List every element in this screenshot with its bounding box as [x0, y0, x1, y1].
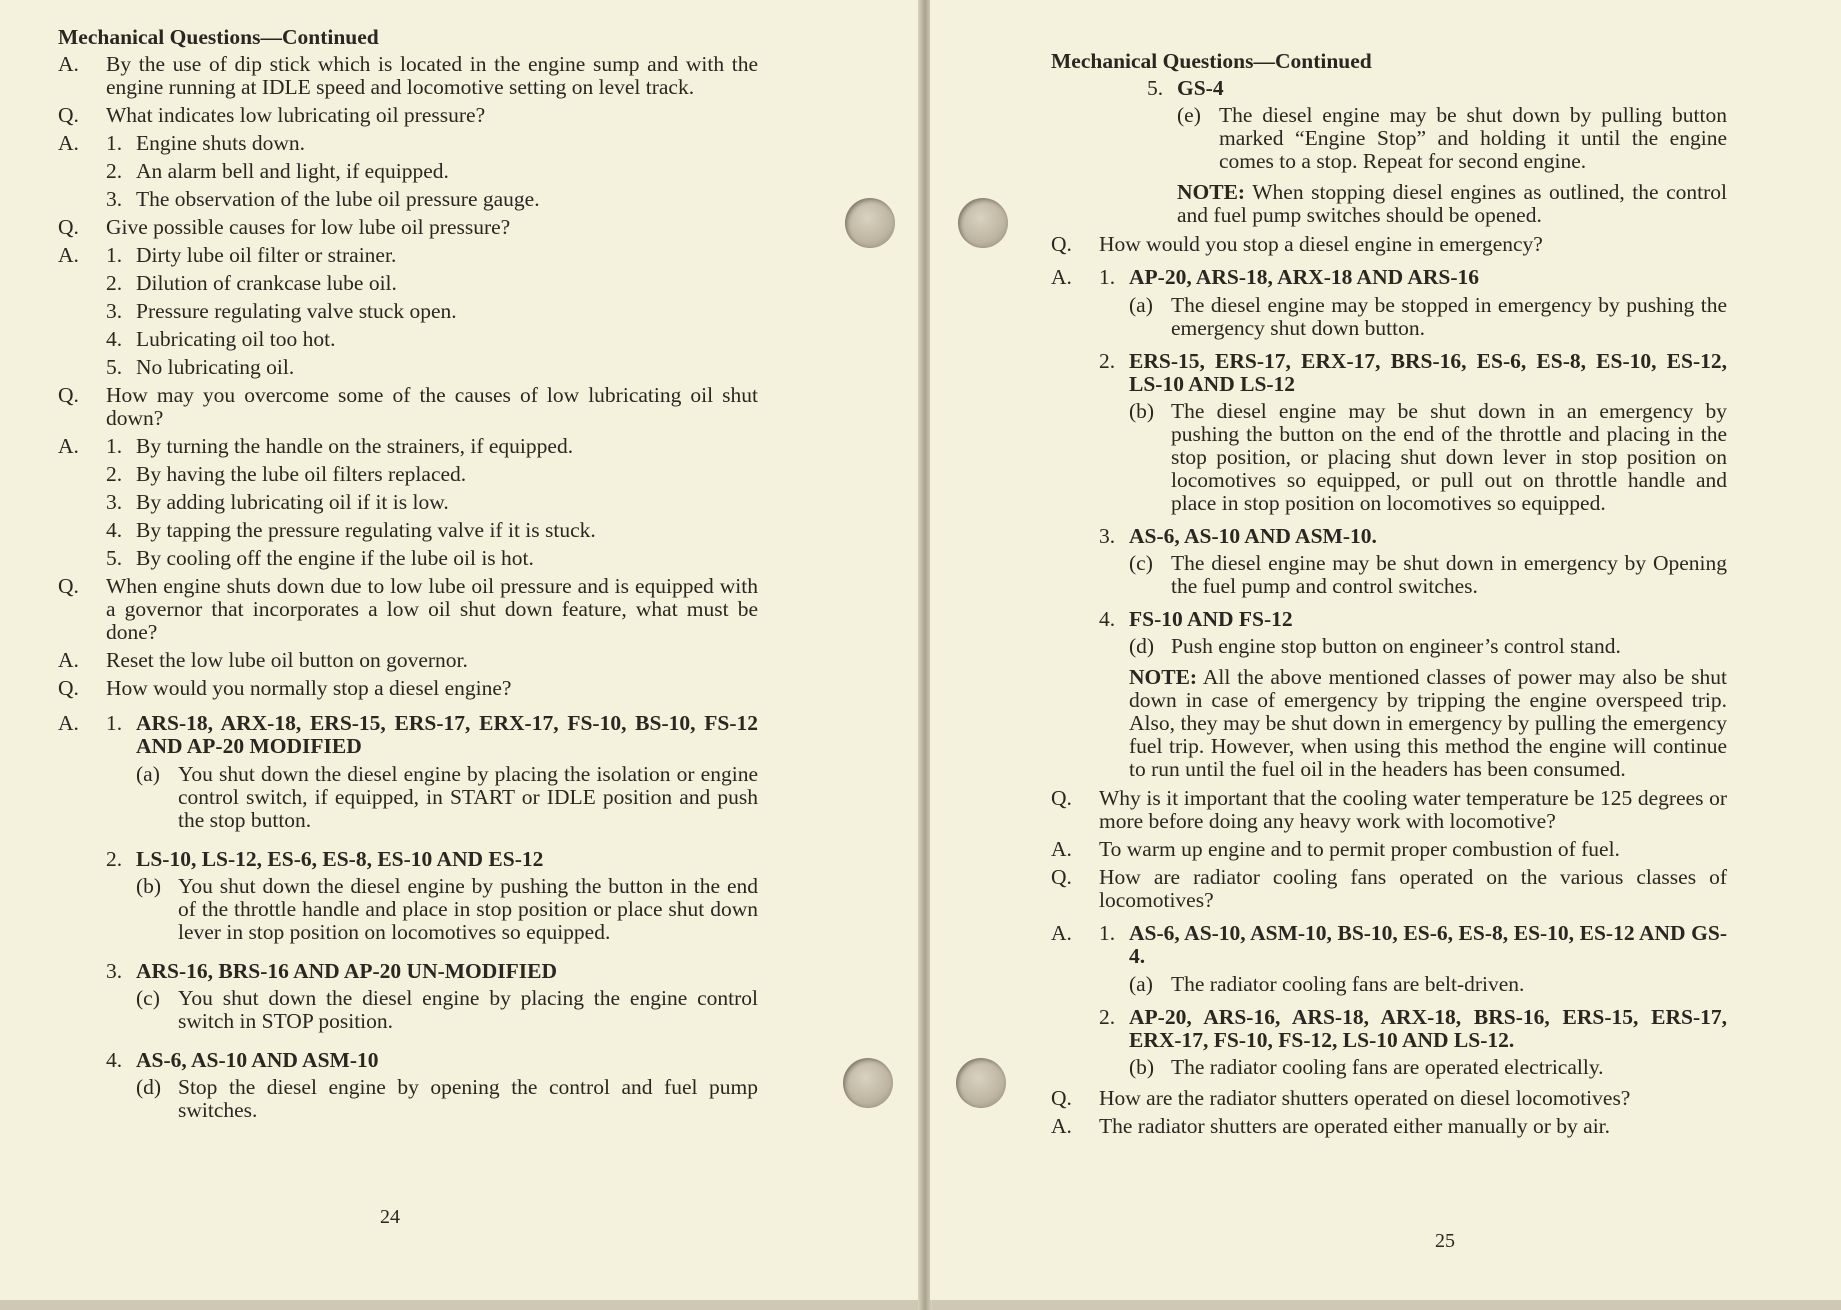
page-right-content	[1051, 49, 1727, 1138]
answer-item: A. 1. Dirty lube oil filter or strainer.	[58, 243, 397, 267]
binder-hole	[958, 198, 1008, 248]
answer-block: A. By the use of dip stick which is located in the engine sump and with the engine running at IDLE speed and locomotive setting on level track.	[58, 52, 758, 99]
answer-block: A. To warm up engine and to permit proper combustion of fuel.	[1051, 837, 1620, 861]
answer-item: 4. By tapping the pressure regulating valve if it is stuck.	[106, 518, 596, 542]
class-heading: A. 1. AP-20, ARS-18, ARX-18 AND ARS-16	[1051, 265, 1479, 289]
question-block: Q. How would you stop a diesel engine in emergency?	[1051, 232, 1543, 256]
page-number: 25	[1435, 1230, 1455, 1252]
procedure-paragraph: (b) You shut down the diesel engine by pushing the button in the end of the throttle handle and place in stop position or place shut down lever in stop position on locomotives so equipped.	[136, 874, 758, 944]
answer-item: 4. Lubricating oil too hot.	[106, 327, 336, 351]
procedure-paragraph: (b) The diesel engine may be shut down in an emergency by pushing the button on the end of the throttle and placing in the stop position, or placing shut down lever in stop position on locomotives so equipped, or pull out on throttle handle and place in stop position on locomotives so equipped.	[1129, 399, 1727, 515]
answer-item: 3. By adding lubricating oil if it is low.	[106, 490, 449, 514]
binder-hole	[956, 1058, 1006, 1108]
procedure-paragraph: (c) You shut down the diesel engine by placing the engine control switch in STOP position.	[136, 986, 758, 1033]
answer-item: 2. By having the lube oil filters replaced.	[106, 462, 467, 486]
page-right	[930, 0, 1841, 1300]
class-heading: A. 1. AS-6, AS-10, ASM-10, BS-10, ES-6, ES-8, ES-10, ES-12 AND GS-4.	[1051, 921, 1727, 968]
class-heading: 2. LS-10, LS-12, ES-6, ES-8, ES-10 AND ES-12	[106, 847, 544, 871]
question-block: Q. How are radiator cooling fans operated on the various classes of locomotives?	[1051, 865, 1727, 912]
procedure-paragraph: (e) The diesel engine may be shut down by pulling button marked “Engine Stop” and holding it until the engine comes to a stop. Repeat for second engine.	[1177, 103, 1727, 173]
procedure-paragraph: (d) Push engine stop button on engineer’s control stand.	[1129, 634, 1621, 658]
page-number: 24	[380, 1206, 400, 1228]
answer-item: 5. No lubricating oil.	[106, 355, 295, 379]
question-block: Q. How are the radiator shutters operated on diesel locomotives?	[1051, 1086, 1631, 1110]
binder-hole	[845, 198, 895, 248]
note-paragraph: NOTE: All the above mentioned classes of power may also be shut down in case of emergency by tripping the engine overspeed trip. Also, they may be shut down in emergency by pulling the emergency fuel trip. However, when using this method the engine will continue to run until the fuel oil in the headers has been consumed.	[1129, 665, 1727, 781]
question-block: Q. How would you normally stop a diesel engine?	[58, 676, 512, 700]
question-block: Q. How may you overcome some of the causes of low lubricating oil shut down?	[58, 383, 758, 430]
question-block: Q. Give possible causes for low lube oil pressure?	[58, 215, 511, 239]
procedure-paragraph: (b) The radiator cooling fans are operated electrically.	[1129, 1055, 1604, 1079]
class-heading: 3. ARS-16, BRS-16 AND AP-20 UN-MODIFIED	[106, 959, 558, 983]
class-heading: 5. GS-4	[1147, 76, 1224, 100]
procedure-paragraph: (a) You shut down the diesel engine by placing the isolation or engine control switch, if equipped, in START or IDLE position and push the stop button.	[136, 762, 758, 832]
procedure-paragraph: (d) Stop the diesel engine by opening the control and fuel pump switches.	[136, 1075, 758, 1122]
page-header: Mechanical Questions—Continued	[1051, 49, 1372, 73]
answer-item: 5. By cooling off the engine if the lube oil is hot.	[106, 546, 534, 570]
page-left-content	[58, 26, 758, 1122]
question-block: Q. What indicates low lubricating oil pressure?	[58, 103, 486, 127]
answer-item: 2. An alarm bell and light, if equipped.	[106, 159, 449, 183]
procedure-paragraph: (a) The radiator cooling fans are belt-driven.	[1129, 972, 1525, 996]
answer-block: A. Reset the low lube oil button on governor.	[58, 648, 468, 672]
class-heading: A. 1. ARS-18, ARX-18, ERS-15, ERS-17, ERX-17, FS-10, BS-10, FS-12 AND AP-20 MODIFIED	[58, 711, 758, 758]
answer-item: A. 1. By turning the handle on the strainers, if equipped.	[58, 434, 574, 458]
note-paragraph: NOTE: When stopping diesel engines as outlined, the control and fuel pump switches should be opened.	[1177, 180, 1727, 227]
procedure-paragraph: (a) The diesel engine may be stopped in emergency by pushing the emergency shut down button.	[1129, 293, 1727, 340]
class-heading: 2. AP-20, ARS-16, ARS-18, ARX-18, BRS-16, ERS-15, ERS-17, ERX-17, FS-10, FS-12, LS-10 AND LS-12.	[1099, 1005, 1727, 1052]
answer-item: 2. Dilution of crankcase lube oil.	[106, 271, 397, 295]
answer-item: 3. Pressure regulating valve stuck open.	[106, 299, 457, 323]
question-block: Q. When engine shuts down due to low lube oil pressure and is equipped with a governor that incorporates a low oil shut down feature, what must be done?	[58, 574, 758, 644]
page-header: Mechanical Questions—Continued	[58, 25, 379, 49]
class-heading: 4. FS-10 AND FS-12	[1099, 607, 1293, 631]
answer-block: A. The radiator shutters are operated either manually or by air.	[1051, 1114, 1611, 1138]
class-heading: 2. ERS-15, ERS-17, ERX-17, BRS-16, ES-6, ES-8, ES-10, ES-12, LS-10 AND LS-12	[1099, 349, 1727, 396]
question-block: Q. Why is it important that the cooling water temperature be 125 degrees or more before doing any heavy work with locomotive?	[1051, 786, 1727, 833]
procedure-paragraph: (c) The diesel engine may be shut down in emergency by Opening the fuel pump and control switches.	[1129, 551, 1727, 598]
page-left	[0, 0, 922, 1300]
class-heading: 4. AS-6, AS-10 AND ASM-10	[106, 1048, 379, 1072]
answer-item: A. 1. Engine shuts down.	[58, 131, 306, 155]
class-heading: 3. AS-6, AS-10 AND ASM-10.	[1099, 524, 1377, 548]
binder-hole	[843, 1058, 893, 1108]
answer-item: 3. The observation of the lube oil pressure gauge.	[106, 187, 540, 211]
